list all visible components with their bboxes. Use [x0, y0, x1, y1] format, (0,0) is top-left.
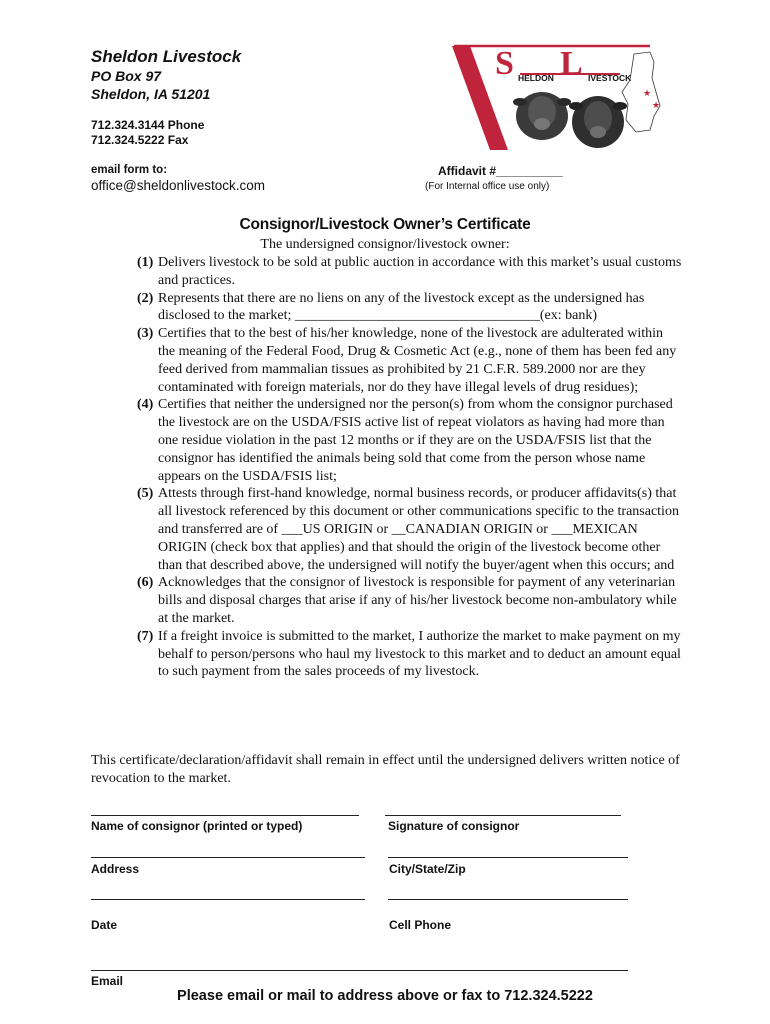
address-line-1: PO Box 97: [91, 68, 162, 84]
fax-number: 712.324.5222 Fax: [91, 133, 189, 147]
email-field[interactable]: [91, 970, 628, 971]
consignor-name-label: Name of consignor (printed or typed): [91, 819, 303, 833]
affidavit-number: Affidavit #__________: [438, 164, 563, 178]
statement-item: (6) Acknowledges that the consignor of livestock is responsible for payment of any veterinarian bills and disposal charges that arise if any of his/her livestock become non-ambulatory while at the market.: [137, 575, 677, 626]
statement-item: (4) Certifies that neither the undersigned nor the person(s) from whom the consignor purchased the livestock are on the USDA/FSIS active list of repeat violators as having had more than one residue violation in the past 12 months or if they are on the USDA/FSIS list that the consignor has identified the animals being sold that come from the person whose name appears on the USDA/FSIS list;: [137, 397, 673, 484]
certificate-title: Consignor/Livestock Owner’s Certificate: [239, 216, 531, 233]
address-line-2: Sheldon, IA 51201: [91, 86, 211, 102]
logo-letter-s: S: [495, 45, 514, 82]
logo-text-ivestock: IVESTOCK: [588, 73, 632, 83]
submission-instructions: Please email or mail to address above or fax to 712.324.5222: [177, 988, 593, 1004]
sheldon-livestock-logo: [450, 44, 672, 154]
statement-item: (7) If a freight invoice is submitted to the market, I authorize the market to make payment on my behalf to person/persons who haul my livestock to this market and to deduct an amount equal to such payment from the sales proceeds of my livestock.: [137, 628, 681, 680]
address-label: Address: [91, 862, 140, 876]
office-use-note: (For Internal office use only): [425, 181, 550, 192]
state-map-icon: [622, 52, 660, 132]
logo-text-heldon: HELDON: [518, 73, 554, 83]
phone-number: 712.324.3144 Phone: [91, 118, 205, 132]
email-field-label: Email: [91, 974, 124, 988]
cell-phone-field[interactable]: [388, 899, 628, 900]
email-address[interactable]: office@sheldonlivestock.com: [91, 178, 266, 193]
logo-letter-l: L: [560, 45, 583, 82]
statement-item: (3) Certifies that to the best of his/her knowledge, none of the livestock are adulterated within the meaning of the Federal Food, Drug & Cosmetic Act (e.g., none of them has been fed any feed derived from mammalian tissues as prohibited by 21 C.F.R. 589.2000 nor are they contaminated with foreign materials, nor do they have illegal levels of drug residues);: [137, 326, 677, 395]
statement-list: [137, 254, 682, 681]
cell-phone-label: Cell Phone: [389, 918, 452, 932]
statement-item: (5) Attests through first-hand knowledge, normal business records, or producer affidavits(s) that all livestock referenced by this document or other communications specific to the transaction and transferred are of ___US ORIGIN or __CANADIAN ORIGIN or ___MEXICAN ORIGIN (check box that applies) and that should the origin of the livestock become other than that described above, the undersigned will notify the buyer/agent when this occurs; and: [137, 486, 679, 573]
consignor-name-field[interactable]: [91, 815, 359, 816]
company-name: Sheldon Livestock: [91, 47, 242, 66]
signature-label: Signature of consignor: [388, 819, 520, 833]
statement-item: (2) Represents that there are no liens on any of the livestock except as the undersigned has disclosed to the market; ___________________________________(ex: bank): [137, 290, 645, 324]
city-state-zip-label: City/State/Zip: [389, 862, 466, 876]
statement-item: (1) Delivers livestock to be sold at public auction in accordance with this market’s usual customs and practices.: [137, 255, 682, 288]
signature-field[interactable]: [385, 815, 621, 816]
address-field[interactable]: [91, 857, 365, 858]
star-icon: ★: [643, 89, 652, 99]
effect-statement: This certificate/declaration/affidavit shall remain in effect until the undersigned delivers written notice of revocation to the market.: [91, 753, 680, 786]
date-field[interactable]: [91, 899, 365, 900]
email-label: email form to:: [91, 164, 168, 176]
cattle-illustration: [513, 92, 627, 148]
star-icon: ★: [652, 101, 661, 111]
certificate-intro: The undersigned consignor/livestock owner:: [260, 237, 510, 252]
date-label: Date: [91, 918, 118, 932]
city-state-zip-field[interactable]: [388, 857, 628, 858]
